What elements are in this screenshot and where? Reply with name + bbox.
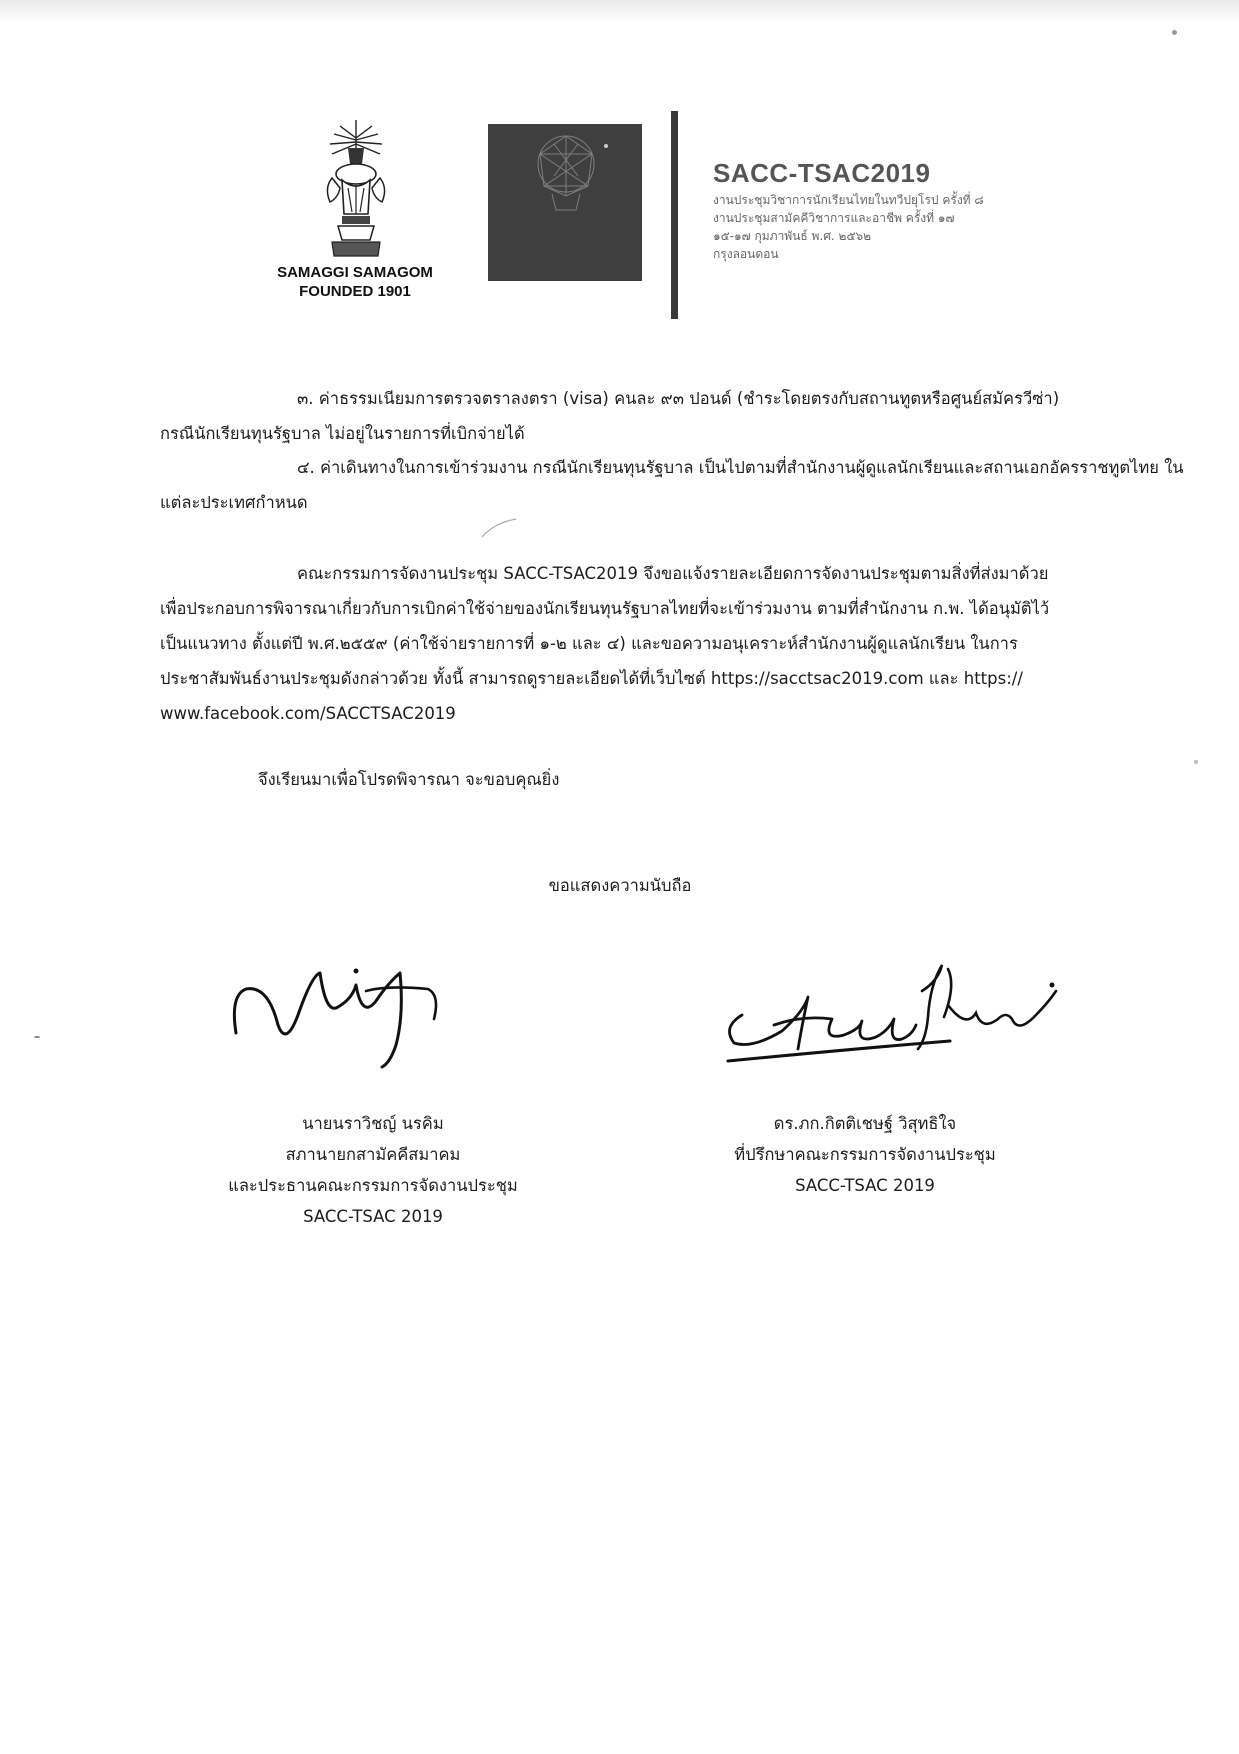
right-signatory-title-2: SACC-TSAC 2019	[795, 1176, 935, 1195]
item-4-line-2: แต่ละประเทศกำหนด	[160, 493, 308, 512]
event-line-4: กรุงลอนดอน	[713, 247, 779, 261]
right-signature	[712, 945, 1062, 1075]
scan-speck	[1172, 30, 1177, 35]
main-para-line-4: ประชาสัมพันธ์งานประชุมดังกล่าวด้วย ทั้งนี้ สามารถดูรายละเอียดได้ที่เว็บไซต์ https://sacctsac2019.com และ https://	[160, 669, 1023, 688]
right-signatory	[700, 1108, 1030, 1201]
sacc-tsac-logo	[488, 124, 642, 281]
scan-edge-shadow	[0, 0, 1239, 22]
right-signatory-name: ดร.ภก.กิตติเชษฐ์ วิสุทธิใจ	[773, 1114, 957, 1133]
network-bulb-icon	[488, 124, 642, 281]
left-signatory	[208, 1108, 538, 1232]
header-divider	[671, 111, 678, 319]
event-title: SACC-TSAC2019	[713, 158, 931, 188]
scan-speck	[34, 1036, 40, 1038]
left-signature	[228, 955, 488, 1075]
item-3	[160, 381, 1090, 451]
main-para-line-5: www.facebook.com/SACCTSAC2019	[160, 704, 456, 723]
left-signatory-name: นายนราวิชญ์ นรคิม	[302, 1114, 444, 1133]
main-paragraph	[160, 556, 1090, 731]
left-signatory-title-3: SACC-TSAC 2019	[303, 1207, 443, 1226]
left-signatory-title-2: และประธานคณะกรรมการจัดงานประชุม	[228, 1176, 518, 1195]
item-4	[160, 450, 1184, 520]
event-line-1: งานประชุมวิชาการนักเรียนไทยในทวีปยุโรป ครั้งที่ ๘	[713, 193, 984, 207]
main-para-line-3: เป็นแนวทาง ตั้งแต่ปี พ.ศ.๒๕๕๙ (ค่าใช้จ่ายรายการที่ ๑-๒ และ ๔) และขอความอนุเคราะห์สำนักงานผู้ดูแลนักเรียน ในการ	[160, 634, 1018, 653]
samaggi-samagom-emblem-icon	[318, 118, 394, 260]
event-line-3: ๑๕-๑๗ กุมภาพันธ์ พ.ศ. ๒๕๖๒	[713, 229, 872, 243]
org-name-line2: FOUNDED 1901	[299, 283, 411, 300]
right-signatory-title-1: ที่ปรึกษาคณะกรรมการจัดงานประชุม	[734, 1145, 996, 1164]
main-para-line-2: เพื่อประกอบการพิจารณาเกี่ยวกับการเบิกค่าใช้จ่ายของนักเรียนทุนรัฐบาลไทยที่จะเข้าร่วมงาน ตามที่สำนักงาน ก.พ. ได้อนุมัติไว้	[160, 599, 1050, 618]
scan-speck	[1194, 760, 1198, 764]
closing-line: จึงเรียนมาเพื่อโปรดพิจารณา จะขอบคุณยิ่ง	[258, 770, 560, 789]
item-4-line-1: ๔. ค่าเดินทางในการเข้าร่วมงาน กรณีนักเรียนทุนรัฐบาล เป็นไปตามที่สำนักงานผู้ดูแลนักเรียนและสถานเอกอัครราชทูตไทย ใน	[297, 458, 1184, 477]
org-name	[255, 263, 455, 301]
left-signatory-title-1: สภานายกสามัคคีสมาคม	[285, 1145, 461, 1164]
regards: ขอแสดงความนับถือ	[548, 876, 692, 895]
event-line-2: งานประชุมสามัคคีวิชาการและอาชีพ ครั้งที่ ๑๗	[713, 211, 955, 225]
main-para-line-1: คณะกรรมการจัดงานประชุม SACC-TSAC2019 จึงขอแจ้งรายละเอียดการจัดงานประชุมตามสิ่งที่ส่งมาด้วย	[297, 564, 1049, 583]
item-3-line-1: ๓. ค่าธรรมเนียมการตรวจตราลงตรา (visa) คนละ ๙๓ ปอนด์ (ชำระโดยตรงกับสถานทูตหรือศูนย์สมัครวีซ่า)	[297, 389, 1060, 408]
item-3-line-2: กรณีนักเรียนทุนรัฐบาล ไม่อยู่ในรายการที่เบิกจ่ายได้	[160, 424, 525, 443]
org-name-line1: SAMAGGI SAMAGOM	[277, 264, 433, 281]
pen-mark-icon	[480, 515, 520, 539]
